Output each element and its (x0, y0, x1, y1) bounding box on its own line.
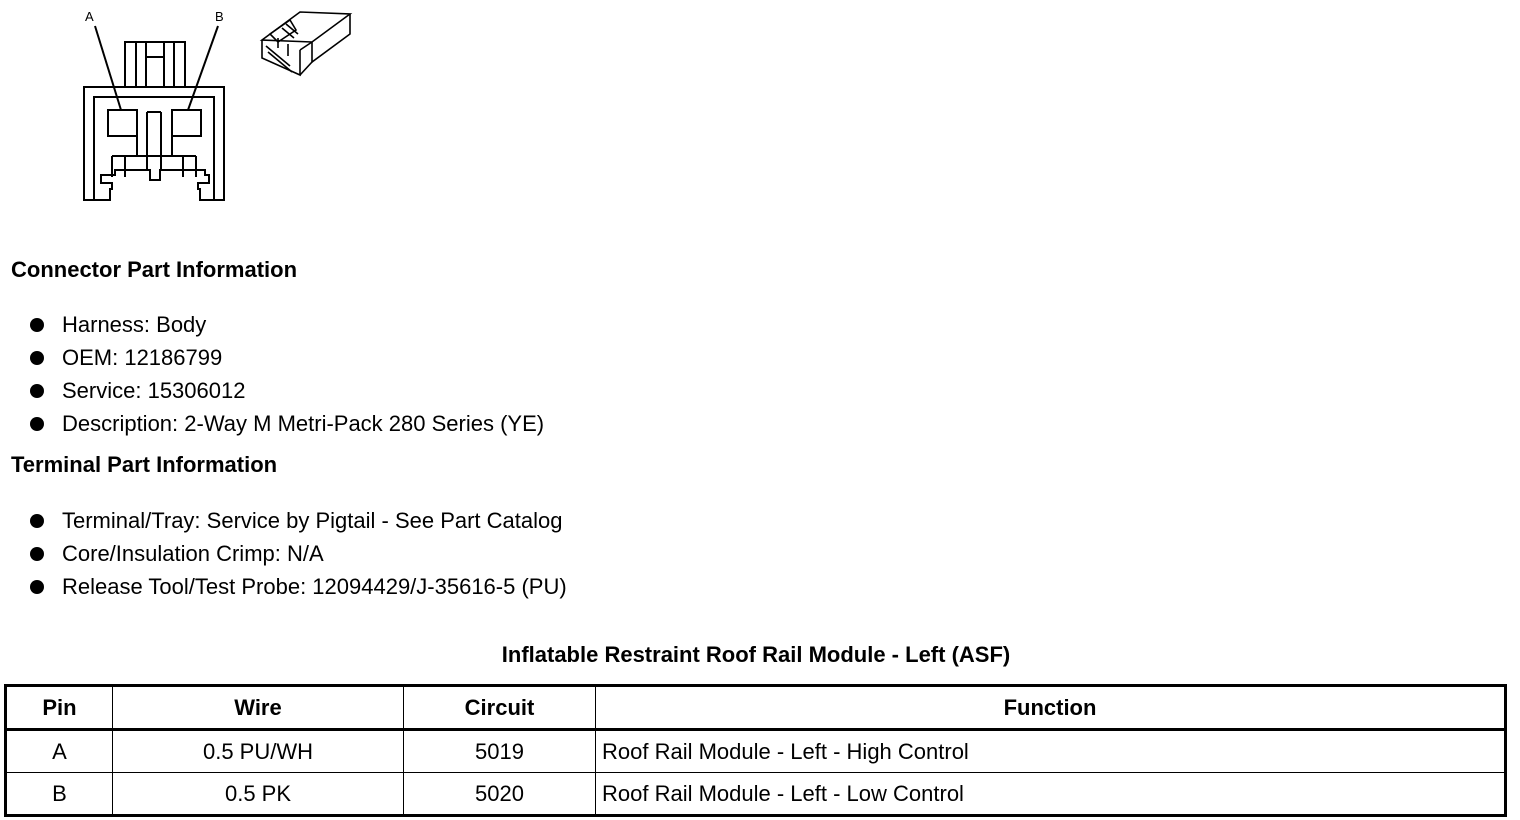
table-row (6, 773, 1506, 816)
pin-table-title: Inflatable Restraint Roof Rail Module - Left (ASF) (501, 642, 1011, 667)
terminal-info-heading: Terminal Part Information (11, 452, 278, 477)
function-cell: Roof Rail Module - Left - High Control (596, 730, 1506, 773)
terminal-info-list (30, 504, 567, 603)
list-item: OEM: 12186799 (30, 341, 544, 374)
column-header-wire: Wire (113, 686, 404, 730)
bullet-icon (30, 547, 44, 561)
pin-cell: A (6, 730, 113, 773)
terminal-cavity-a (108, 110, 137, 136)
bullet-icon (30, 514, 44, 528)
function-cell: Roof Rail Module - Left - Low Control (596, 773, 1506, 816)
bullet-icon (30, 351, 44, 365)
circuit-cell: 5019 (404, 730, 596, 773)
column-header-pin: Pin (6, 686, 113, 730)
connector-info-heading: Connector Part Information (11, 257, 298, 282)
list-item: Service: 15306012 (30, 374, 544, 407)
circuit-cell: 5020 (404, 773, 596, 816)
terminal-cavity-b (172, 110, 201, 136)
connector-latch (125, 42, 185, 87)
connector-3d-thumbnail (262, 12, 350, 75)
list-item: Core/Insulation Crimp: N/A (30, 537, 567, 570)
bullet-icon (30, 318, 44, 332)
wire-cell: 0.5 PK (113, 773, 404, 816)
bullet-icon (30, 580, 44, 594)
table-row (6, 730, 1506, 773)
pin-cell: B (6, 773, 113, 816)
list-item: Release Tool/Test Probe: 12094429/J-35616-5 (PU) (30, 570, 567, 603)
bullet-icon (30, 417, 44, 431)
column-header-circuit: Circuit (404, 686, 596, 730)
pin-table (4, 684, 1507, 817)
wire-cell: 0.5 PU/WH (113, 730, 404, 773)
pin-b-label: B (215, 9, 224, 24)
pin-a-label: A (85, 9, 94, 24)
column-header-function: Function (596, 686, 1506, 730)
bullet-icon (30, 384, 44, 398)
connector-info-list (30, 308, 544, 440)
list-item: Harness: Body (30, 308, 544, 341)
list-item: Description: 2-Way M Metri-Pack 280 Series (YE) (30, 407, 544, 440)
connector-face-diagram (0, 0, 360, 215)
table-header-row (6, 686, 1506, 730)
connector-housing-outline (84, 87, 224, 200)
list-item: Terminal/Tray: Service by Pigtail - See Part Catalog (30, 504, 567, 537)
